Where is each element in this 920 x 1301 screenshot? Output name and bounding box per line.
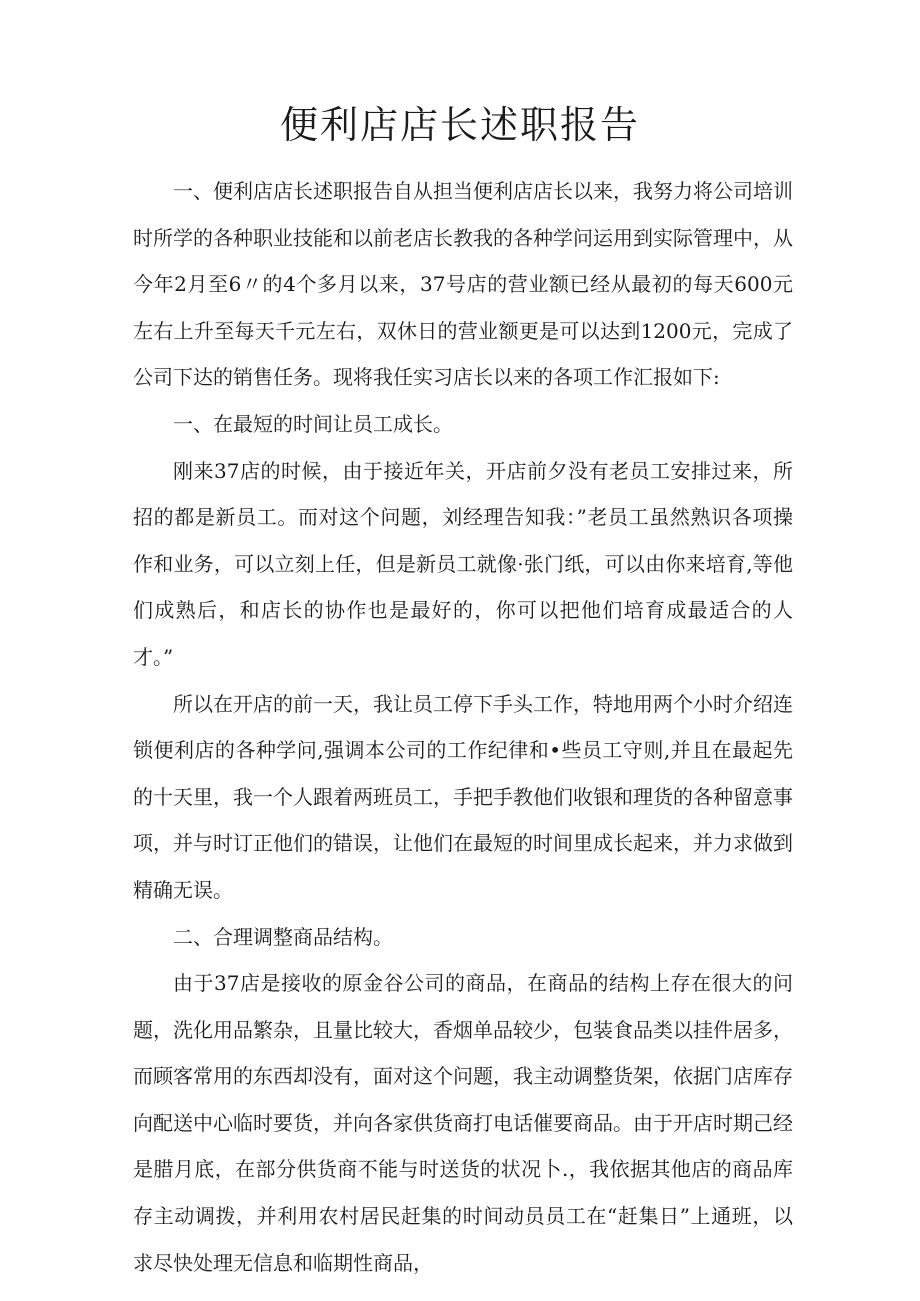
paragraph-intro: 一、便利店店长述职报告自从担当便利店店长以来，我努力将公司培训时所学的各种职业技能和以前老店长教我的各种学问运用到实际管理中，从今年2月至6〃的4个多月以来，37号店的营业额已经从最初的每天600元左右上升至每天千元左右，双休日的营业额更是可以达到1200元，完成了公司下达的销售任务。现将我任实习店长以来的各项工作汇报如下: bbox=[133, 179, 793, 390]
document-title: 便利店店长述职报告 bbox=[279, 103, 640, 147]
paragraph-new-staff: 刚来37店的时候，由于接近年关，开店前夕没有老员工安排过来，所招的都是新员工。而对这个问题，刘经理告知我：”老员工虽然熟识各项操作和业务，可以立刻上任，但是新员工就像·张门纸，可以由你来培育,等他们成熟后，和店长的协作也是最好的，你可以把他们培育成最适合的人才。” bbox=[133, 458, 793, 669]
document-body bbox=[133, 168, 793, 1286]
section-heading-1: 一、在最短的时间让员工成长。 bbox=[173, 411, 453, 436]
section-heading-2: 二、合理调整商品结构。 bbox=[173, 924, 393, 949]
paragraph-training: 所以在开店的前一天，我让员工停下手头工作，特地用两个小时介绍连锁便利店的各种学问,强调本公司的工作纪律和•些员工守则,并且在最起先的十天里，我一个人跟着两班员工，手把手教他们收银和理货的各种留意事项，并与时订正他们的错误，让他们在最短的时间里成长起来，并力求做到精确无误。 bbox=[133, 691, 793, 902]
paragraph-product-structure: 由于37店是接收的原金谷公司的商品，在商品的结构上存在很大的问题，洗化用品繁杂，且量比较大，香烟单品较少，包装食品类以挂件居多，而顾客常用的东西却没有，面对这个问题，我主动调整货架，依据门店库存向配送中心临时要货，并向各家供货商打电话催要商品。由于开店时期己经是腊月底，在部分供货商不能与时送货的状况卜.，我依据其他店的商品库存主动调拨，并利用农村居民赶集的时间动员员工在“赶集日”上通班，以求尽快处理无信息和临期性商品， bbox=[133, 971, 793, 1275]
